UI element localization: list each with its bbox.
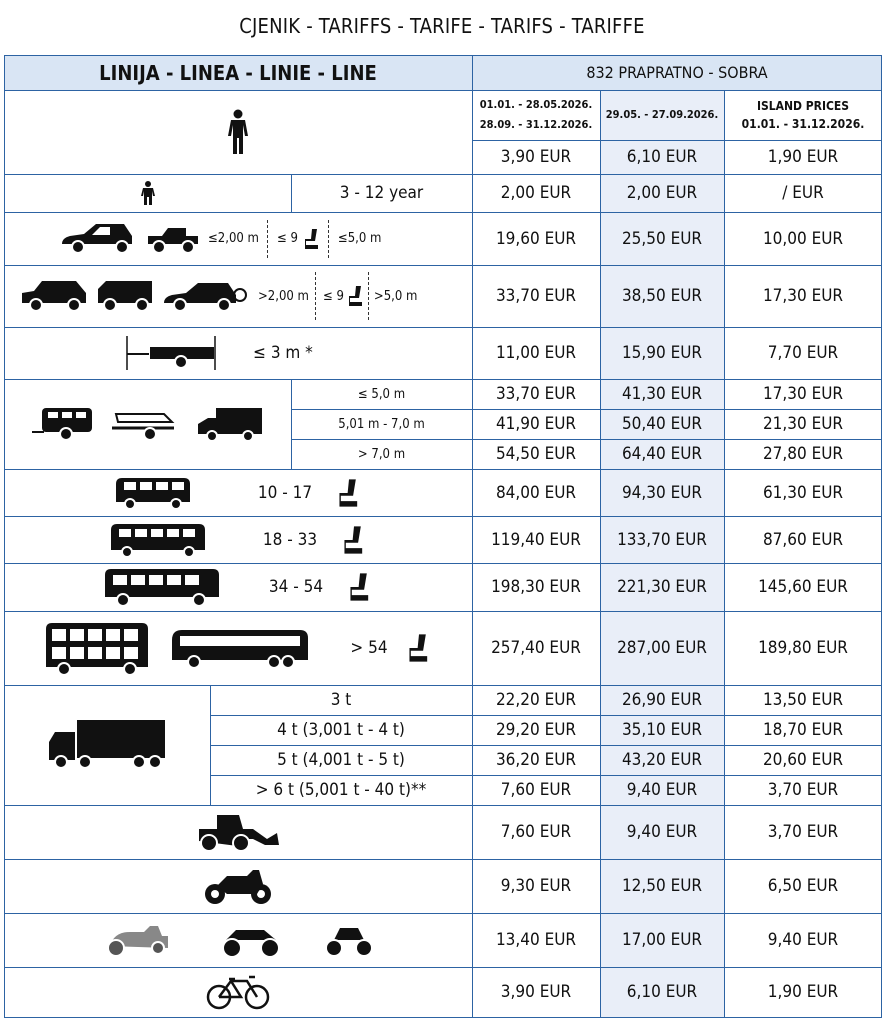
minibus-row (4, 469, 472, 516)
price-cell: 11,00 EUR (495, 343, 577, 363)
price-cell: 13,50 EUR (762, 690, 844, 710)
price-cell: 18,70 EUR (762, 720, 844, 740)
price-cell: 7,70 EUR (767, 343, 839, 363)
bus-icon (103, 567, 221, 607)
grid-line (4, 174, 882, 175)
date-range-a: 01.01. - 28.05.2026. (479, 98, 593, 111)
child-age-label: 3 - 12 year (339, 183, 424, 203)
price-cell: 10,00 EUR (762, 228, 844, 249)
route-header: 832 PRAPRATNO - SOBRA (472, 55, 882, 90)
caravan-group (4, 379, 291, 469)
caravan-length-c: > 7,0 m (357, 446, 406, 462)
grid-line (4, 469, 882, 470)
grid-line (4, 563, 882, 564)
grid-line (4, 967, 882, 968)
minibus-icon (114, 476, 192, 510)
price-cell: 26,90 EUR (621, 690, 703, 710)
trailer-row (4, 327, 472, 379)
price-cell: 189,80 EUR (758, 638, 848, 658)
length-limit-small: ≤5,0 m (337, 231, 382, 246)
trailer-length-label: ≤ 3 m * (253, 343, 313, 363)
caravan-icon (32, 406, 94, 442)
price-cell: 61,30 EUR (762, 482, 844, 503)
seat-icon (336, 478, 362, 508)
price-cell: 17,30 EUR (762, 384, 844, 404)
grid-line (4, 1017, 882, 1018)
caravan-length-b: 5,01 m - 7,0 m (338, 416, 425, 432)
grid-line (291, 174, 292, 212)
date-range-b: 28.09. - 31.12.2026. (479, 118, 593, 131)
grid-line (210, 685, 211, 805)
price-cell: 19,60 EUR (495, 228, 577, 249)
bus-row (4, 563, 472, 611)
price-cell: 12,50 EUR (621, 876, 703, 896)
grid-line (4, 90, 882, 91)
grid-line (4, 611, 882, 612)
seat-limit-small: ≤ 9 (276, 231, 298, 246)
bus-seats-b: 18 - 33 (262, 529, 318, 550)
price-cell: 7,60 EUR (500, 822, 572, 842)
price-cell: 36,20 EUR (495, 750, 577, 770)
grid-line (4, 212, 882, 213)
price-cell: 9,40 EUR (626, 822, 698, 842)
midibus-row (4, 516, 472, 563)
grid-line (472, 140, 882, 141)
construction-machine-row (4, 805, 472, 859)
date-range-high: 29.05. - 27.09.2026. (605, 108, 719, 121)
price-cell: 21,30 EUR (762, 414, 844, 434)
price-cell: 35,10 EUR (621, 720, 703, 740)
seat-icon (406, 633, 432, 663)
price-cell: 2,00 EUR (626, 183, 698, 203)
price-cell: 119,40 EUR (491, 529, 581, 550)
grid-line (4, 379, 882, 380)
grid-line (291, 379, 292, 469)
motorcycle-icon (203, 866, 273, 906)
price-cell: 17,30 EUR (762, 286, 844, 306)
grid-line (4, 859, 882, 860)
large-vehicle-row (4, 265, 472, 327)
price-cell: 145,60 EUR (758, 577, 848, 597)
price-cell: 221,30 EUR (617, 577, 707, 597)
price-cell: 15,90 EUR (621, 343, 703, 363)
grid-line (291, 439, 472, 440)
scooter-quad-row (4, 913, 472, 967)
midibus-icon (109, 522, 207, 558)
price-cell: 41,90 EUR (495, 414, 577, 434)
price-cell: 33,70 EUR (495, 286, 577, 306)
quad-bike-icon (218, 922, 284, 958)
scooter-icon (102, 922, 172, 958)
price-cell: 198,30 EUR (491, 577, 581, 597)
seat-icon (347, 572, 373, 602)
camper-icon (196, 406, 264, 442)
child-person-icon (141, 181, 155, 205)
height-limit-large: >2,00 m (258, 288, 309, 304)
price-cell: 38,50 EUR (621, 286, 703, 306)
bicycle-row (4, 967, 472, 1017)
price-cell: 6,10 EUR (626, 147, 698, 167)
price-cell: 3,90 EUR (500, 982, 572, 1002)
price-cell: 9,40 EUR (626, 780, 698, 800)
grid-line (291, 409, 472, 410)
boat-trailer-icon (110, 406, 180, 442)
price-cell: 50,40 EUR (621, 414, 703, 434)
price-cell: / EUR (782, 183, 824, 203)
grid-line (472, 439, 882, 440)
seat-limit-large: ≤ 9 (322, 288, 344, 304)
price-cell: 33,70 EUR (495, 384, 577, 404)
price-cell: 257,40 EUR (491, 638, 581, 658)
wheel-loader-icon (195, 811, 281, 853)
seat-icon (341, 525, 367, 555)
price-cell: 25,50 EUR (621, 228, 703, 249)
truck-weight-d: > 6 t (5,001 t - 40 t)** (255, 780, 427, 800)
truck-weight-b: 4 t (3,001 t - 4 t) (277, 720, 405, 740)
price-cell: 87,60 EUR (762, 529, 844, 550)
grid-line (210, 745, 472, 746)
motorcycle-row (4, 859, 472, 913)
bus-seats-a: 10 - 17 (257, 482, 313, 503)
price-cell: 29,20 EUR (495, 720, 577, 740)
season-high-dates (600, 90, 724, 140)
suv-icon (20, 279, 90, 313)
price-cell: 6,50 EUR (767, 876, 839, 896)
grid-line (4, 913, 882, 914)
trailer-icon (123, 334, 219, 372)
grid-line (472, 715, 882, 716)
grid-line (4, 516, 882, 517)
bicycle-icon (205, 973, 271, 1011)
grid-line (4, 265, 882, 266)
price-cell: 54,50 EUR (495, 444, 577, 464)
island-prices-title: ISLAND PRICES (756, 99, 850, 113)
line-header: LINIJA - LINEA - LINIE - LINE (4, 55, 472, 90)
price-cell: 3,90 EUR (500, 147, 572, 167)
bus-seats-c: 34 - 54 (268, 577, 324, 597)
price-cell: 1,90 EUR (767, 147, 839, 167)
grid-line (4, 805, 882, 806)
price-cell: 3,70 EUR (767, 822, 839, 842)
grid-line (724, 90, 725, 1017)
price-cell: 2,00 EUR (500, 183, 572, 203)
seat-icon (304, 228, 320, 250)
grid-line (4, 55, 5, 1017)
child-passenger (4, 174, 291, 212)
van-icon (96, 279, 156, 313)
large-bus-row (4, 611, 472, 685)
atv-icon (324, 922, 374, 958)
price-cell: 64,40 EUR (621, 444, 703, 464)
coach-bus-icon (170, 626, 310, 670)
price-cell: 17,00 EUR (621, 930, 703, 950)
grid-line (210, 715, 472, 716)
price-cell: 6,10 EUR (626, 982, 698, 1002)
grid-line (600, 90, 601, 1017)
price-cell: 94,30 EUR (621, 482, 703, 503)
price-cell: 287,00 EUR (617, 638, 707, 658)
bus-seats-d: > 54 (350, 638, 388, 658)
page-title: CJENIK - TARIFFS - TARIFE - TARIFS - TARIFFE (239, 14, 645, 38)
small-vehicle-row (4, 212, 472, 265)
truck-group (4, 685, 210, 805)
price-cell: 84,00 EUR (495, 482, 577, 503)
price-cell: 133,70 EUR (617, 529, 707, 550)
car-icon (58, 222, 138, 256)
price-cell: 20,60 EUR (762, 750, 844, 770)
truck-icon (47, 718, 167, 772)
price-cell: 13,40 EUR (495, 930, 577, 950)
price-cell: 9,30 EUR (500, 876, 572, 896)
length-limit-large: >5,0 m (373, 288, 418, 304)
grid-line (4, 55, 882, 56)
grid-line (472, 745, 882, 746)
caravan-length-a: ≤ 5,0 m (357, 386, 406, 402)
price-cell: 22,20 EUR (495, 690, 577, 710)
grid-line (472, 409, 882, 410)
price-cell: 7,60 EUR (500, 780, 572, 800)
price-cell: 3,70 EUR (767, 780, 839, 800)
island-prices-header (724, 90, 882, 140)
tariff-table (4, 55, 882, 1017)
price-cell: 27,80 EUR (762, 444, 844, 464)
grid-line (472, 775, 882, 776)
grid-line (4, 327, 882, 328)
price-cell: 1,90 EUR (767, 982, 839, 1002)
island-prices-date: 01.01. - 31.12.2026. (741, 117, 865, 131)
adult-passenger (4, 90, 472, 174)
truck-weight-c: 5 t (4,001 t - 5 t) (277, 750, 405, 770)
height-limit-small: ≤2,00 m (208, 231, 259, 246)
seat-icon (348, 285, 364, 307)
grid-line (472, 55, 473, 1017)
price-cell: 9,40 EUR (767, 930, 839, 950)
double-decker-bus-icon (44, 621, 150, 675)
jeep-icon (146, 222, 202, 256)
grid-line (881, 55, 882, 1017)
grid-line (4, 685, 882, 686)
truck-weight-a: 3 t (330, 690, 352, 710)
season-low-dates (472, 90, 600, 140)
car-with-bike-icon (162, 279, 248, 313)
adult-person-icon (227, 109, 249, 155)
price-cell: 41,30 EUR (621, 384, 703, 404)
price-cell: 43,20 EUR (621, 750, 703, 770)
grid-line (210, 775, 472, 776)
